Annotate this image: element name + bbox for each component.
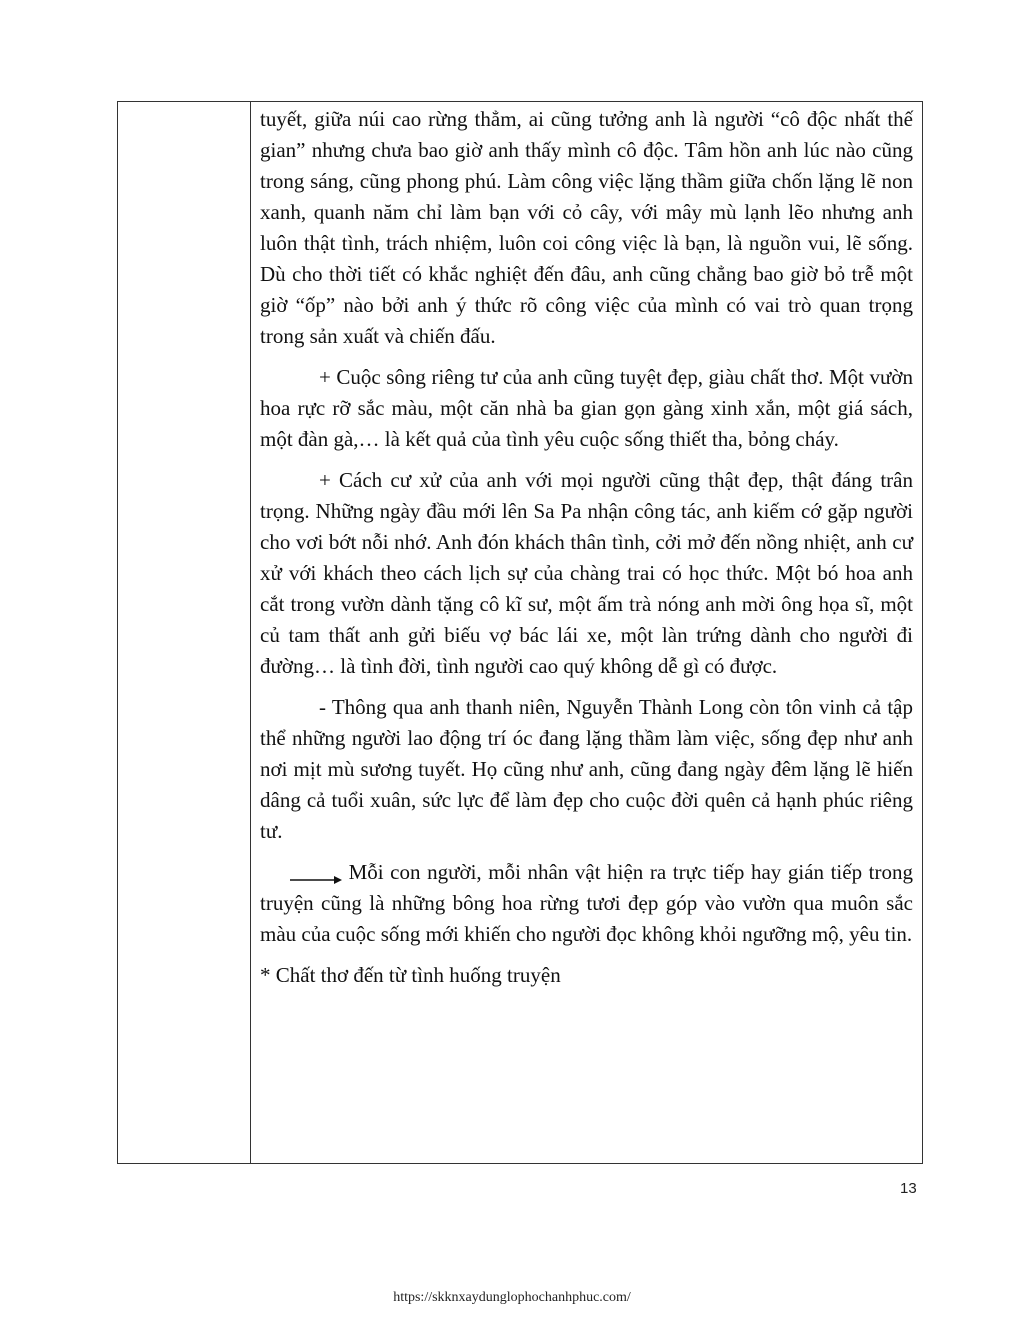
table-left-column <box>118 102 251 1163</box>
paragraph-behavior: + Cách cư xử của anh với mọi người cũng thật đẹp, thật đáng trân trọng. Những ngày đầu mới lên Sa Pa nhận công tác, anh kiếm cớ gặp người cho vơi bớt nỗi nhớ. Anh đón khách thân tình, cởi mở đến nồng nhiệt, anh cư xử với khách theo cách lịch sự của chàng trai có học thức. Một bó hoa anh cắt trong vườn dành tặng cô kĩ sư, một ấm trà nóng anh mời ông họa sĩ, một củ tam thất anh gửi biếu vợ bác lái xe, một làn trứng dành cho người đi đường… là tình đời, tình người cao quý không dễ gì có được. <box>260 468 913 678</box>
conclusion-text: Mỗi con người, mỗi nhân vật hiện ra trực tiếp hay gián tiếp trong truyện cũng là những bông hoa rừng tươi đẹp góp vào vườn qua muôn sắc màu của cuộc sống mới khiến cho người đọc không khỏi ngưỡng mộ, yêu tin. <box>260 860 913 946</box>
page-number: 13 <box>900 1180 917 1197</box>
paragraph-collective: - Thông qua anh thanh niên, Nguyễn Thành Long còn tôn vinh cả tập thể những người lao động trí óc đang lặng thầm làm việc, sống đẹp như anh nơi mịt mù sương tuyết. Họ cũng như anh, cũng đang ngày đêm lặng lẽ hiến dâng cả tuổi xuân, sức lực để làm đẹp cho cuộc đời quên cả hạnh phúc riêng tư. <box>260 695 913 843</box>
paragraph-private-life: + Cuộc sông riêng tư của anh cũng tuyệt đẹp, giàu chất thơ. Một vườn hoa rực rỡ sắc màu, một căn nhà ba gian gọn gàng xinh xắn, một giá sách, một đàn gà,… là kết quả của tình yêu cuộc sống thiết tha, bỏng cháy. <box>260 365 913 451</box>
paragraph-continuation: tuyết, giữa núi cao rừng thẳm, ai cũng tưởng anh là người “cô độc nhất thế gian” nhưng chưa bao giờ anh thấy mình cô độc. Tâm hồn anh lúc nào cũng trong sáng, cũng phong phú. Làm công việc lặng thầm giữa chốn lặng lẽ non xanh, quanh năm chỉ làm bạn với cỏ cây, với mây mù lạnh lẽo nhưng anh luôn thật tình, trách nhiệm, luôn coi công việc là bạn, là nguồn vui, lẽ sống. Dù cho thời tiết có khắc nghiệt đến đâu, anh cũng chẳng bao giờ bỏ trễ một giờ “ốp” nào bởi anh ý thức rõ công việc của mình có vai trò quan trọng trong sản xuất và chiến đấu. <box>260 107 913 348</box>
footer-url[interactable]: https://skknxaydunglophochanhphuc.com/ <box>393 1290 631 1305</box>
table-right-column <box>251 102 922 1163</box>
paragraph-conclusion <box>260 857 913 950</box>
paragraph-heading-situation: * Chất thơ đến từ tình huống truyện <box>260 963 561 987</box>
content-table <box>117 101 923 1164</box>
right-arrow-icon <box>260 865 342 879</box>
